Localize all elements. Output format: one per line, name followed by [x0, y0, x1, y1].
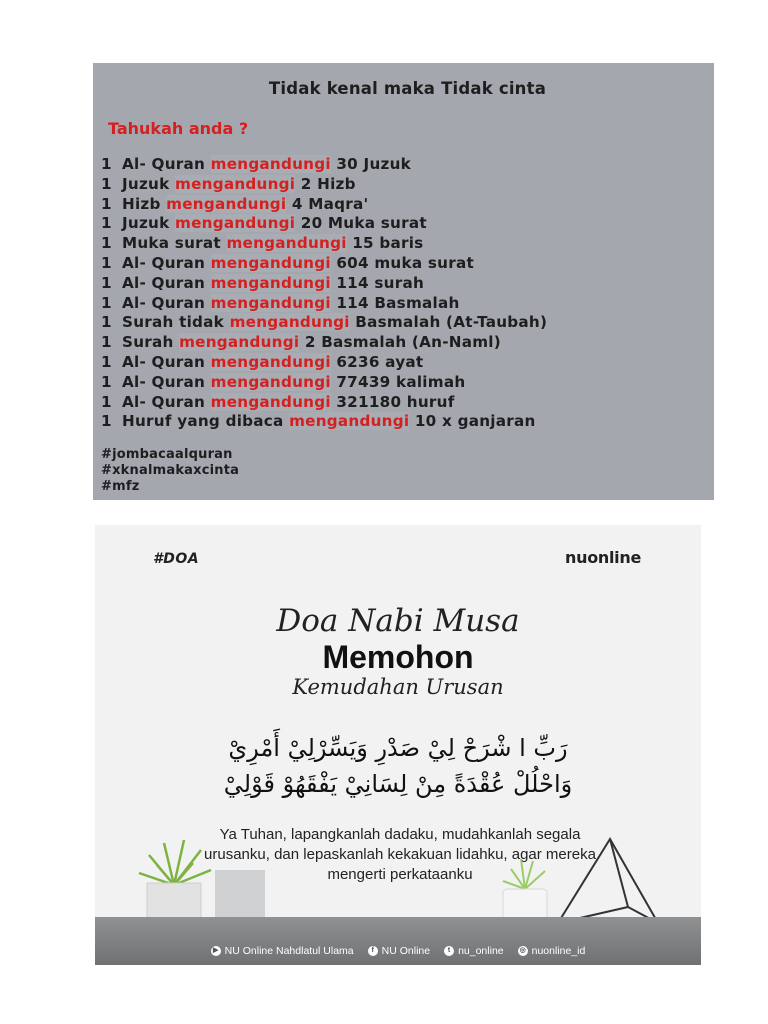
fact-number: 1: [101, 155, 112, 173]
fact-text: Hizb: [122, 194, 167, 213]
nuonline-logo: nuonline: [565, 548, 641, 567]
facts-list: [101, 155, 714, 432]
fact-highlight: mengandungi: [179, 333, 300, 352]
potted-plant-icon: [129, 825, 219, 925]
fact-highlight: mengandungi: [175, 214, 296, 233]
fact-number: 1: [101, 293, 112, 312]
fact-highlight: mengandungi: [210, 293, 331, 312]
fact-text: 2 Basmalah (An-Naml): [299, 333, 501, 352]
geometric-pyramid-icon: [548, 837, 678, 927]
prayer-translation: Ya Tuhan, lapangkanlah dadaku, mudahkanlah segala urusanku, dan lepaskanlah kekakuan lidahku, agar mereka mengerti perkataanku: [204, 826, 596, 883]
doa-subheading: Kemudahan Urusan: [292, 675, 504, 699]
fact-number: 1: [101, 412, 112, 431]
fact-text: Juzuk: [122, 174, 176, 193]
fact-item: [101, 234, 714, 254]
fact-number: 1: [101, 214, 112, 233]
fact-text: 114 surah: [330, 273, 425, 292]
doa-heading: Memohon: [322, 639, 474, 675]
fact-text: 321180 huruf: [330, 392, 455, 411]
fact-text: Al- Quran: [122, 392, 211, 411]
fact-item: [101, 333, 714, 353]
fact-number: 1: [101, 234, 112, 253]
fact-number: 1: [101, 273, 112, 292]
youtube-icon: ▶: [211, 946, 221, 956]
fact-text: Al- Quran: [122, 273, 211, 292]
fact-number: 1: [101, 253, 112, 272]
fact-highlight: mengandungi: [289, 412, 410, 431]
fact-text: 2 Hizb: [295, 174, 356, 193]
doa-tag: #DOA: [153, 551, 200, 567]
fact-text: 30 Juzuk: [330, 155, 412, 173]
twitter-link[interactable]: [444, 945, 504, 957]
fact-text: Al- Quran: [122, 293, 211, 312]
fact-text: Basmalah (At-Taubah): [349, 313, 548, 332]
fact-item: [101, 373, 714, 393]
fact-item: [101, 195, 714, 215]
facebook-icon: f: [368, 946, 378, 956]
fact-item: [101, 214, 714, 234]
youtube-label: NU Online Nahdlatul Ulama: [224, 945, 354, 957]
fact-highlight: mengandungi: [210, 273, 331, 292]
arabic-prayer: [95, 730, 701, 802]
fact-item: [101, 274, 714, 294]
fact-text: 10 x ganjaran: [409, 412, 536, 431]
fact-text: Al- Quran: [122, 253, 211, 272]
fact-text: Surah tidak: [122, 313, 230, 332]
fact-item: [101, 254, 714, 274]
social-links: [95, 945, 701, 957]
fact-text: 77439 kalimah: [330, 372, 466, 391]
fact-number: 1: [101, 352, 112, 371]
fact-highlight: mengandungi: [210, 392, 331, 411]
fact-highlight: mengandungi: [210, 352, 331, 371]
fact-highlight: mengandungi: [226, 234, 347, 253]
fact-highlight: mengandungi: [210, 253, 331, 272]
fact-number: 1: [101, 372, 112, 391]
hashtag: #jombacaalquran: [101, 447, 233, 463]
hashtags: [101, 447, 714, 495]
fact-item: [101, 393, 714, 413]
twitter-label: nu_online: [458, 945, 504, 957]
fact-highlight: mengandungi: [175, 174, 296, 193]
fact-text: Surah: [122, 333, 180, 352]
fact-number: 1: [101, 194, 112, 213]
fact-highlight: mengandungi: [210, 155, 331, 173]
fact-text: Juzuk: [122, 214, 176, 233]
fact-item: [101, 313, 714, 333]
fact-item: [101, 353, 714, 373]
card-subtitle: Tahukah anda ?: [108, 119, 249, 138]
youtube-link[interactable]: [211, 945, 354, 957]
fact-number: 1: [101, 174, 112, 193]
fact-text: 4 Maqra': [286, 194, 369, 213]
fact-number: 1: [101, 333, 112, 352]
instagram-label: nuonline_id: [531, 945, 586, 957]
instagram-link[interactable]: [518, 945, 586, 957]
fact-highlight: mengandungi: [210, 372, 331, 391]
facebook-label: NU Online: [381, 945, 431, 957]
hashtag: #xknalmakaxcinta: [101, 463, 240, 479]
fact-text: Huruf yang dibaca: [122, 412, 290, 431]
facebook-link[interactable]: [368, 945, 430, 957]
fact-item: [101, 294, 714, 314]
fact-text: 114 Basmalah: [330, 293, 460, 312]
hashtag: #mfz: [101, 479, 140, 495]
fact-item: [101, 175, 714, 195]
fact-text: 604 muka surat: [330, 253, 474, 272]
fact-text: 15 baris: [346, 234, 424, 253]
fact-item: [101, 155, 714, 175]
arabic-line: رَبِّ ا شْرَحْ لِيْ صَدْرِ وَيَسِّرْلِيْ أَمْرِيْ: [228, 734, 568, 762]
instagram-icon: ◎: [519, 947, 526, 954]
arabic-line: وَاحْلُلْ عُقْدَةً مِنْ لِسَانِيْ يَفْقَهُوْ قَوْلِيْ: [223, 770, 573, 798]
fact-text: Al- Quran: [122, 352, 211, 371]
fact-number: 1: [101, 392, 112, 411]
floor-band: [95, 917, 701, 965]
fact-text: Al- Quran: [122, 372, 211, 391]
fact-number: 1: [101, 313, 112, 332]
fact-item: [101, 412, 714, 432]
vase-icon: [215, 870, 265, 922]
card-title: Tidak kenal maka Tidak cinta: [268, 79, 547, 98]
fact-text: 20 Muka surat: [295, 214, 427, 233]
fact-text: 6236 ayat: [330, 352, 424, 371]
quran-facts-card: [93, 63, 714, 500]
fact-text: Al- Quran: [122, 155, 211, 173]
doa-title: Doa Nabi Musa: [276, 603, 520, 639]
fact-highlight: mengandungi: [166, 194, 287, 213]
fact-text: Muka surat: [122, 234, 227, 253]
doa-poster: [95, 525, 701, 965]
twitter-icon: t: [444, 946, 454, 956]
fact-highlight: mengandungi: [229, 313, 350, 332]
